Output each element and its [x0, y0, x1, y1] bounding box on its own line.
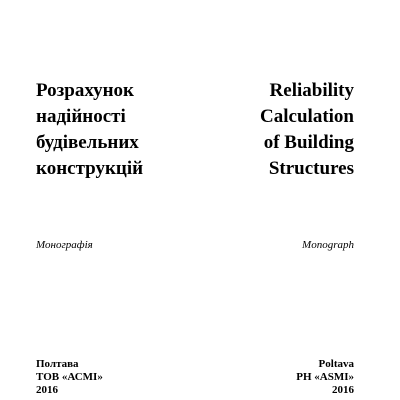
ukrainian-title-line-1: Розрахунок [36, 80, 135, 101]
ukrainian-title [36, 78, 206, 182]
english-title-line-1: Reliability [269, 80, 354, 101]
ukrainian-title-line-4: конструкцій [36, 158, 144, 179]
english-column [184, 0, 354, 400]
english-subtitle: Monograph [302, 239, 354, 251]
ukrainian-publisher: ТОВ «АСМІ» [36, 371, 103, 383]
english-year: 2016 [332, 384, 354, 396]
english-title-line-3: of Building [263, 132, 354, 153]
ukrainian-subtitle: Монографія [36, 239, 93, 251]
ukrainian-title-line-3: будівельних [36, 132, 139, 153]
english-city: Poltava [318, 358, 354, 370]
ukrainian-city: Полтава [36, 358, 79, 370]
english-title-line-2: Calculation [260, 106, 354, 127]
ukrainian-imprint [36, 358, 206, 397]
ukrainian-year: 2016 [36, 384, 58, 396]
ukrainian-title-line-2: надійності [36, 106, 126, 127]
english-title [184, 78, 354, 182]
ukrainian-column [36, 0, 206, 400]
english-publisher: PH «ASMI» [296, 371, 354, 383]
english-title-line-4: Structures [268, 158, 354, 179]
english-imprint [184, 358, 354, 397]
